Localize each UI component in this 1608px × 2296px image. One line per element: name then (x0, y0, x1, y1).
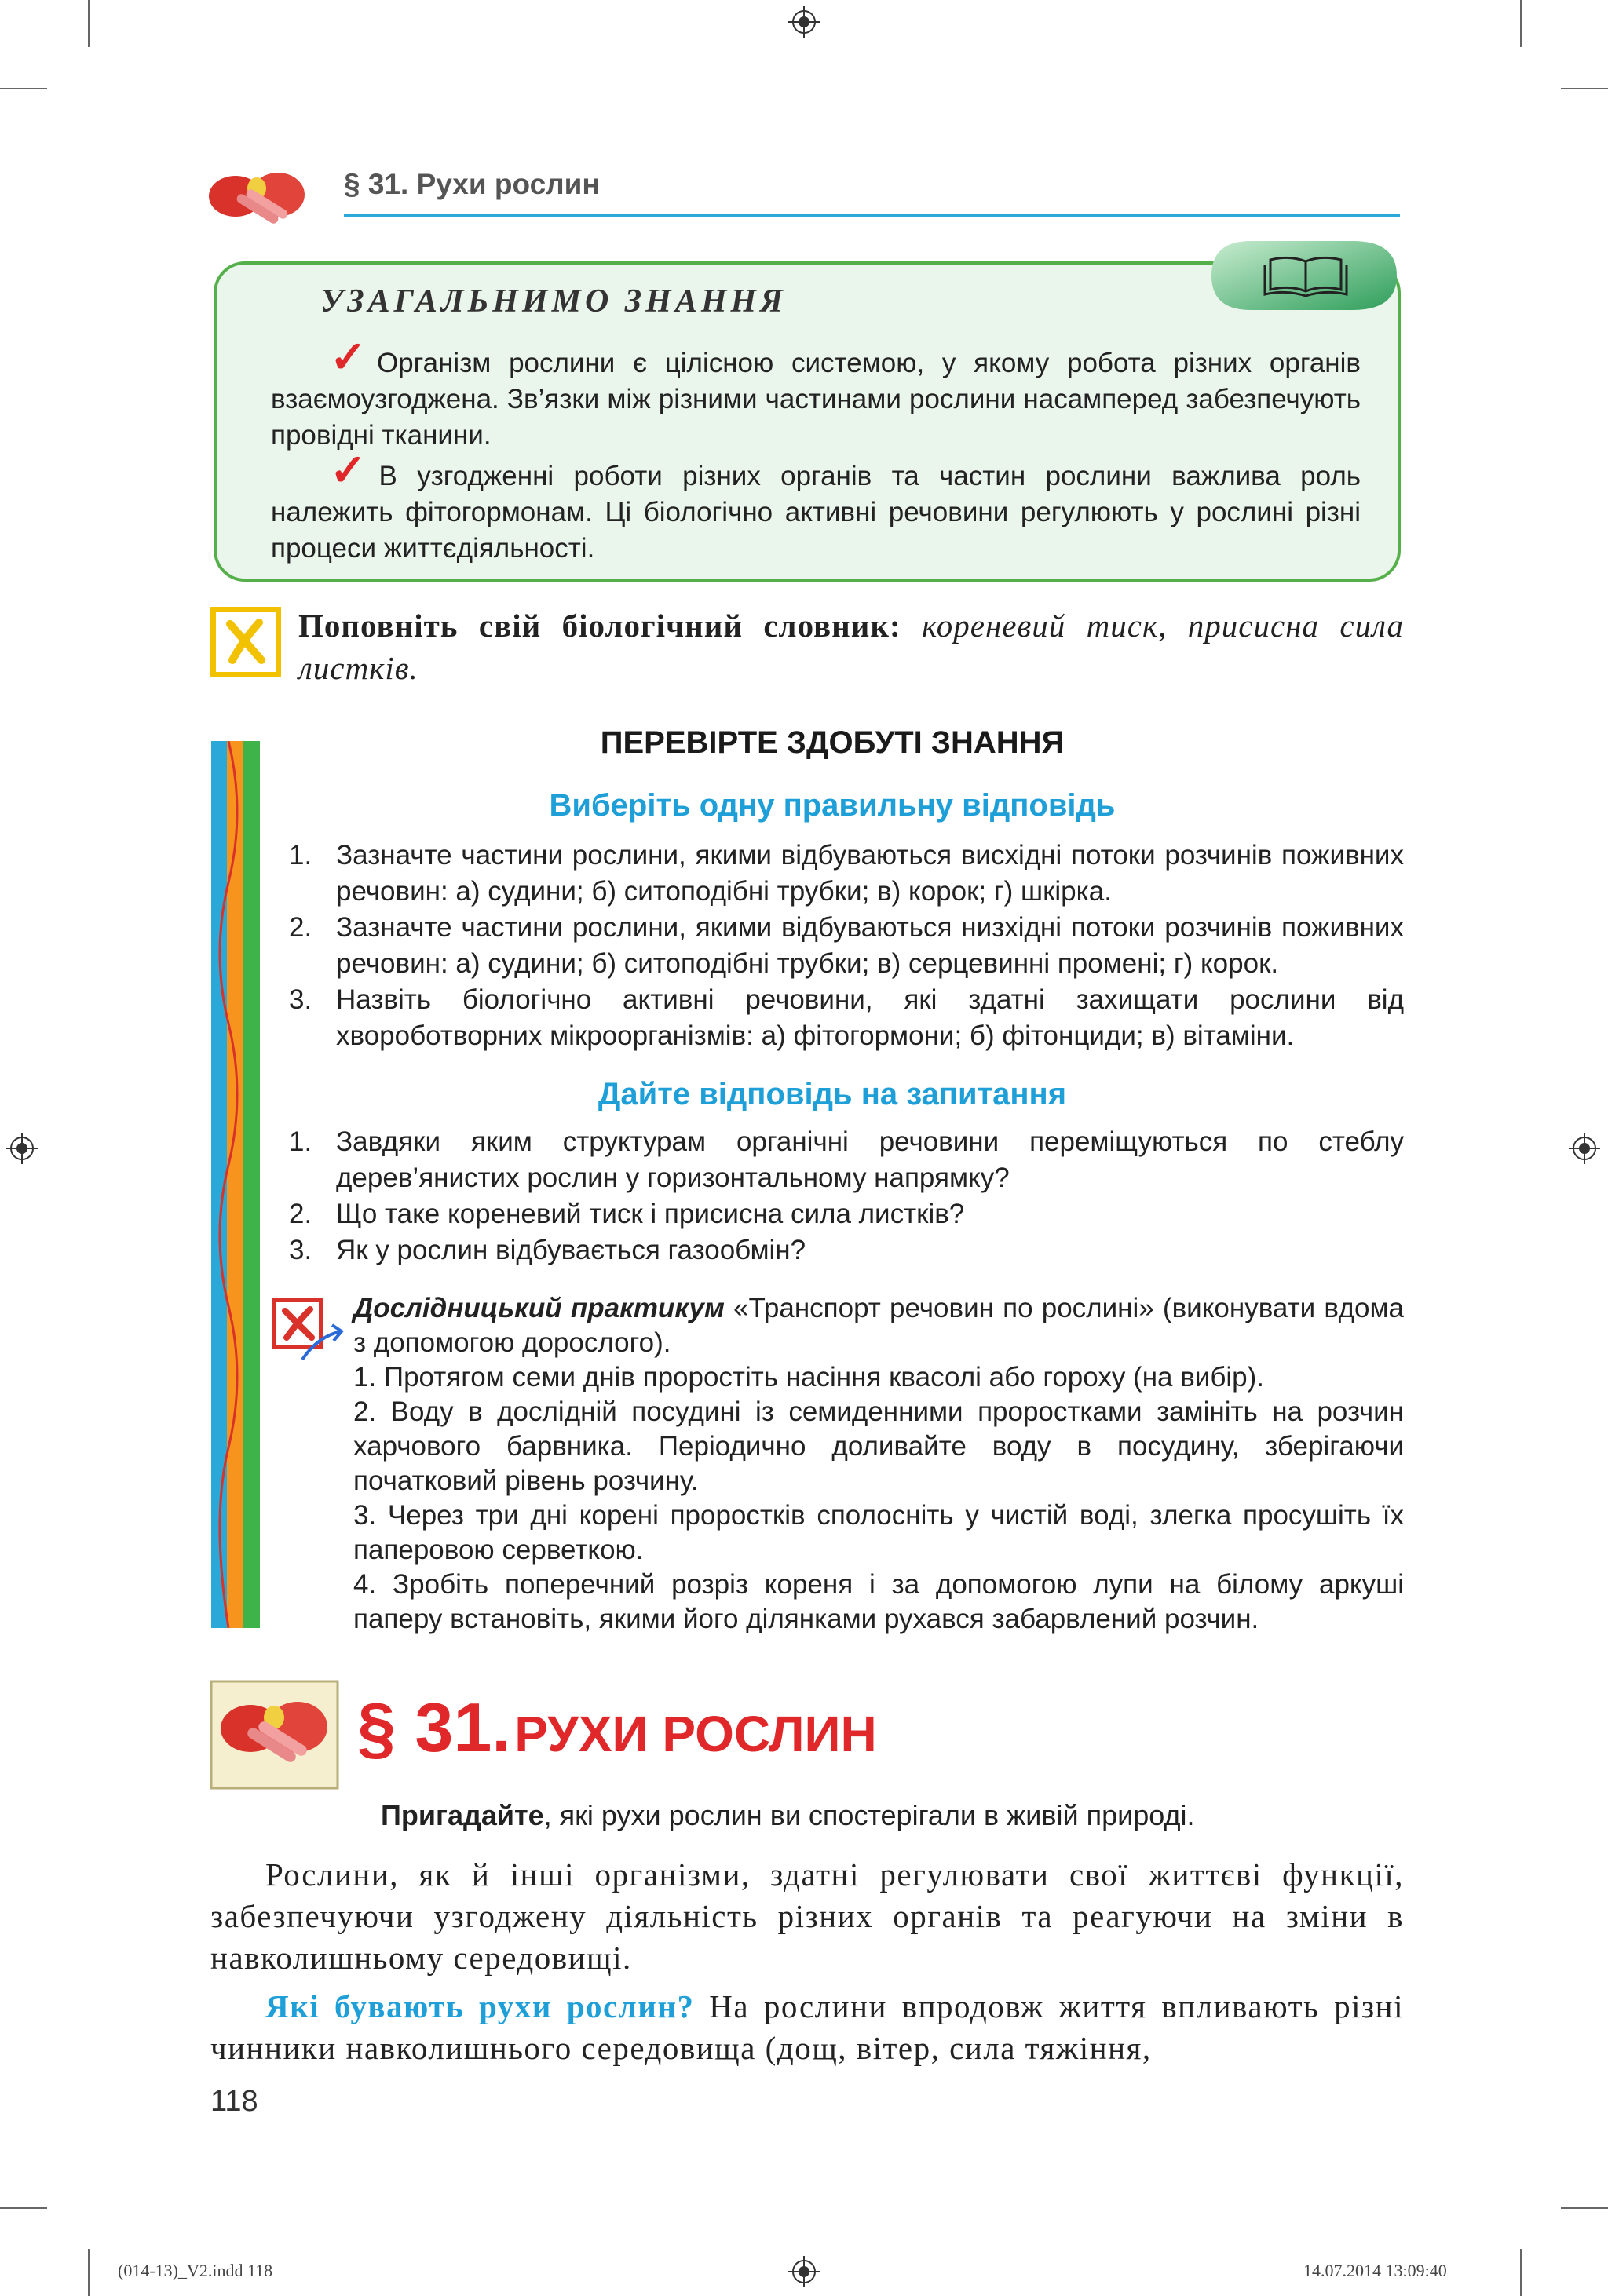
practicum-icon (271, 1297, 345, 1367)
crop-mark (88, 0, 90, 47)
section-title: § 31. РУХИ РОСЛИН (357, 1688, 877, 1766)
recall-prompt: Пригадайте, які рухи рослин ви спостерігали в живій природі. (381, 1799, 1195, 1831)
crop-mark (1520, 0, 1522, 47)
list-item: 2. Зазначте частини рослини, якими відбуваються низхідні потоки розчинів поживних речовин: а) судини; б) ситоподібні трубки; в) серцевинні промені; г) корок. (289, 912, 1404, 979)
registration-mark-icon (788, 6, 820, 38)
running-title: § 31. Рухи рослин (344, 168, 600, 200)
choose-list (289, 838, 1404, 1054)
crop-mark (88, 2249, 90, 2296)
registration-mark-icon (6, 1133, 38, 1164)
answer-title: Дайте відповідь на запитання (598, 1077, 1067, 1111)
body-paragraph: Які бувають рухи рослин? На рослини впродовж життя впливають різні чинники навколишнього середовища (дощ, вітер, сила тяжіння, (210, 1988, 1405, 2066)
book-icon (1196, 238, 1400, 313)
print-slug: (014-13)_V2.indd 118 (118, 2261, 273, 2280)
print-date: 14.07.2014 13:09:40 (1303, 2261, 1447, 2280)
check-title: ПЕРЕВІРТЕ ЗДОБУТІ ЗНАННЯ (600, 725, 1065, 760)
checkmark-icon: ✓ (330, 332, 377, 381)
registration-mark-icon (788, 2256, 820, 2287)
crop-mark (1561, 88, 1608, 89)
crop-mark (1520, 2249, 1522, 2296)
practicum-step: 4. Зробіть поперечний розріз кореня і за допомогою лупи на білому аркуші паперу встановіть, якими його ділянками рухався забарвлений розчин. (353, 1569, 1404, 1634)
practicum-step: 2. Воду в дослідній посудині із семиденними проростками замініть на розчин харчового барвника. Періодично доливайте воду в посудину, зберігаючи початковий рівень розчину. (353, 1396, 1404, 1496)
checkmark-icon: ✓ (330, 445, 379, 495)
header-rule (344, 214, 1400, 217)
list-item: 3. Як у рослин відбувається газообмін? (289, 1235, 806, 1265)
dictionary-text: Поповніть свій біологічний словник: кореневий тиск, присисна сила листків. (298, 608, 1405, 686)
body-paragraph: Рослини, як й інші організми, здатні регулювати свої життєві функції, забезпечуючи узгоджену діяльність різних органів та реагуючи на зміни в навколишньому середовищі. (210, 1856, 1404, 1976)
registration-mark-icon (1569, 1133, 1600, 1164)
list-item: 2. Що таке кореневий тиск і присисна сила листків? (289, 1199, 965, 1229)
practicum-text: Дослідницький практикум «Транспорт речовин по рослині» (виконувати вдома з допомогою дорослого). 1. Протягом семи днів проростіть насіння квасолі або гороху (на вибір). 2. Воду в дослідній посудині із семиденними проростками замініть на розчин харчового барвника. Періодично доливайте воду в посудину, зберігаючи початковий рівень розчину. 3. Через три дні корені проростків сполосніть у чистій воді, злегка просушіть їх паперовою серветкою. 4. Зробіть поперечний розріз кореня і за допомогою лупи на білому аркуші паперу встановіть, якими його ділянками рухався забарвлений розчин. (353, 1291, 1404, 1637)
page-number: 118 (210, 2085, 258, 2118)
summary-point-2: ✓В узгодженні роботи різних органів та частин рослини важлива роль належить фітогормонам. Ці біологічно активні речовини регулюють у рослині різні процеси життєдіяльності. (271, 445, 1361, 564)
crop-mark (0, 88, 47, 89)
flower-icon (210, 1680, 339, 1790)
crop-mark (0, 2207, 47, 2209)
crop-mark (1561, 2207, 1608, 2209)
side-stripe-decoration (211, 741, 260, 1628)
flower-icon (206, 165, 308, 239)
list-item: 1. Завдяки яким структурам органічні речовини переміщуються по стеблу дерев’янистих рослин у горизонтальному напрямку? (289, 1126, 1404, 1193)
dictionary-icon (210, 607, 281, 677)
summary-point-1: ✓Організм рослини є цілісною системою, у якому робота різних органів взаємоузгоджена. Зв’язки між різними частинами рослини насамперед забезпечують провідні тканини. (271, 332, 1361, 451)
practicum-step: 3. Через три дні корені проростків сполосніть у чистій воді, злегка просушіть їх паперовою серветкою. (353, 1500, 1404, 1565)
answer-list (289, 1124, 1404, 1268)
list-item: 3. Назвіть біологічно активні речовини, які здатні захищати рослини від хвороботворних мікроорганізмів: а) фітогормони; б) фітонциди; в) вітаміни. (289, 984, 1404, 1051)
summary-title: УЗАГАЛЬНИМО ЗНАННЯ (320, 283, 788, 319)
choose-title: Виберіть одну правильну відповідь (549, 788, 1116, 823)
practicum-step: 1. Протягом семи днів проростіть насіння квасолі або гороху (на вибір). (353, 1362, 1265, 1393)
list-item: 1. Зазначте частини рослини, якими відбуваються висхідні потоки розчинів поживних речовин: а) судини; б) ситоподібні трубки; в) корок; г) шкірка. (289, 840, 1404, 907)
